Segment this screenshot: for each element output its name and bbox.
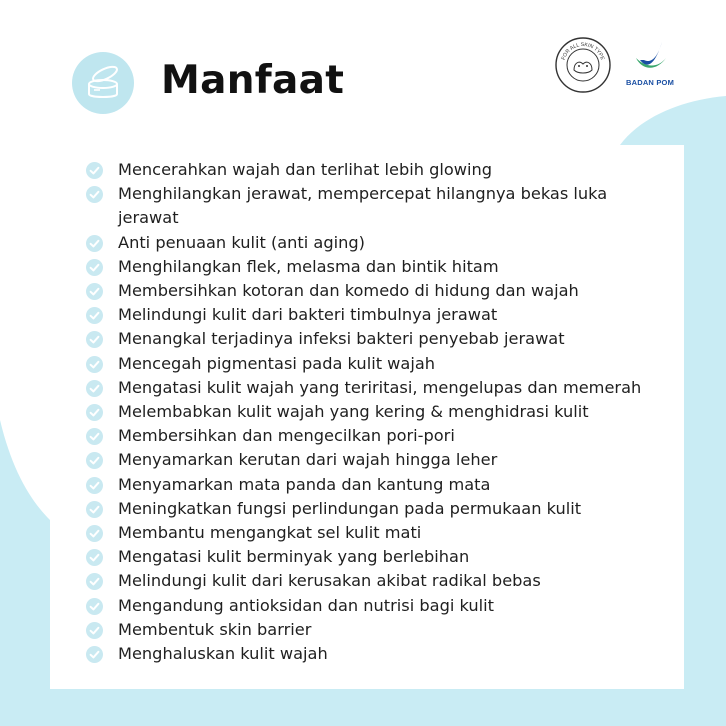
benefit-item: [86, 569, 666, 593]
benefit-text: Melindungi kulit dari kerusakan akibat radikal bebas: [118, 571, 541, 591]
check-circle-icon: [86, 525, 103, 542]
check-circle-icon: [86, 646, 103, 663]
check-circle-icon: [86, 380, 103, 397]
benefit-text: Melembabkan kulit wajah yang kering & menghidrasi kulit: [118, 402, 589, 422]
check-circle-icon: [86, 622, 103, 639]
benefit-item: [86, 327, 666, 351]
check-circle-icon: [86, 162, 103, 179]
badan-pom-logo: [622, 38, 678, 90]
check-circle-icon: [86, 549, 103, 566]
benefit-text: Menangkal terjadinya infeksi bakteri penyebab jerawat: [118, 329, 565, 349]
benefit-item: [86, 497, 666, 521]
benefit-text: Mengatasi kulit berminyak yang berlebihan: [118, 547, 470, 567]
benefit-text: Menyamarkan mata panda dan kantung mata: [118, 474, 491, 494]
benefit-item: [86, 255, 666, 279]
page-title: Manfaat: [161, 58, 345, 103]
benefit-item: [86, 352, 666, 376]
benefit-item: [86, 473, 666, 497]
check-circle-icon: [86, 356, 103, 373]
benefit-item: [86, 279, 666, 303]
benefit-text: Membersihkan kotoran dan komedo di hidung dan wajah: [118, 281, 579, 301]
benefit-text: Anti penuaan kulit (anti aging): [118, 232, 365, 252]
benefit-text: Menyamarkan kerutan dari wajah hingga leher: [118, 450, 498, 470]
benefit-item: [86, 303, 666, 327]
check-circle-icon: [86, 186, 103, 203]
benefit-text: Mengatasi kulit wajah yang teriritasi, mengelupas dan memerah: [118, 377, 642, 397]
benefit-item: [86, 424, 666, 448]
benefit-item: [86, 448, 666, 472]
benefit-item: [86, 376, 666, 400]
check-circle-icon: [86, 404, 103, 421]
benefit-item: [86, 594, 666, 618]
benefit-text: Meningkatkan fungsi perlindungan pada permukaan kulit: [118, 498, 582, 518]
check-circle-icon: [86, 477, 103, 494]
benefit-item: [86, 182, 666, 230]
benefit-text: Melindungi kulit dari bakteri timbulnya jerawat: [118, 305, 498, 325]
check-circle-icon: [86, 307, 103, 324]
badan-pom-label: BADAN POM: [625, 78, 675, 87]
benefit-item: [86, 400, 666, 424]
check-circle-icon: [86, 501, 103, 518]
benefit-text: Menghilangkan jerawat, mempercepat hilangnya bekas luka jerawat: [118, 184, 608, 228]
check-circle-icon: [86, 598, 103, 615]
benefit-item: [86, 521, 666, 545]
benefit-item: [86, 545, 666, 569]
benefit-text: Mencegah pigmentasi pada kulit wajah: [118, 353, 436, 373]
check-circle-icon: [86, 428, 103, 445]
cream-jar-icon: [72, 52, 134, 114]
benefit-item: [86, 618, 666, 642]
benefit-item: [86, 642, 666, 666]
badge-skin-text: FOR ALL SKIN TYPE: [560, 41, 606, 61]
check-circle-icon: [86, 259, 103, 276]
check-circle-icon: [86, 283, 103, 300]
benefit-text: Menghilangkan flek, melasma dan bintik hitam: [118, 256, 499, 276]
check-circle-icon: [86, 573, 103, 590]
benefit-list: [86, 158, 666, 666]
benefit-text: Menghaluskan kulit wajah: [118, 644, 328, 664]
check-circle-icon: [86, 452, 103, 469]
benefit-text: Mencerahkan wajah dan terlihat lebih glowing: [118, 160, 493, 179]
check-circle-icon: [86, 331, 103, 348]
check-circle-icon: [86, 235, 103, 252]
benefit-item: [86, 158, 666, 182]
for-all-skin-type-badge: [554, 36, 612, 94]
benefit-text: Mengandung antioksidan dan nutrisi bagi kulit: [118, 595, 494, 615]
benefit-text: Membantu mengangkat sel kulit mati: [118, 523, 422, 543]
benefit-text: Membentuk skin barrier: [118, 619, 312, 639]
benefit-item: [86, 231, 666, 255]
benefit-text: Membersihkan dan mengecilkan pori-pori: [118, 426, 455, 446]
